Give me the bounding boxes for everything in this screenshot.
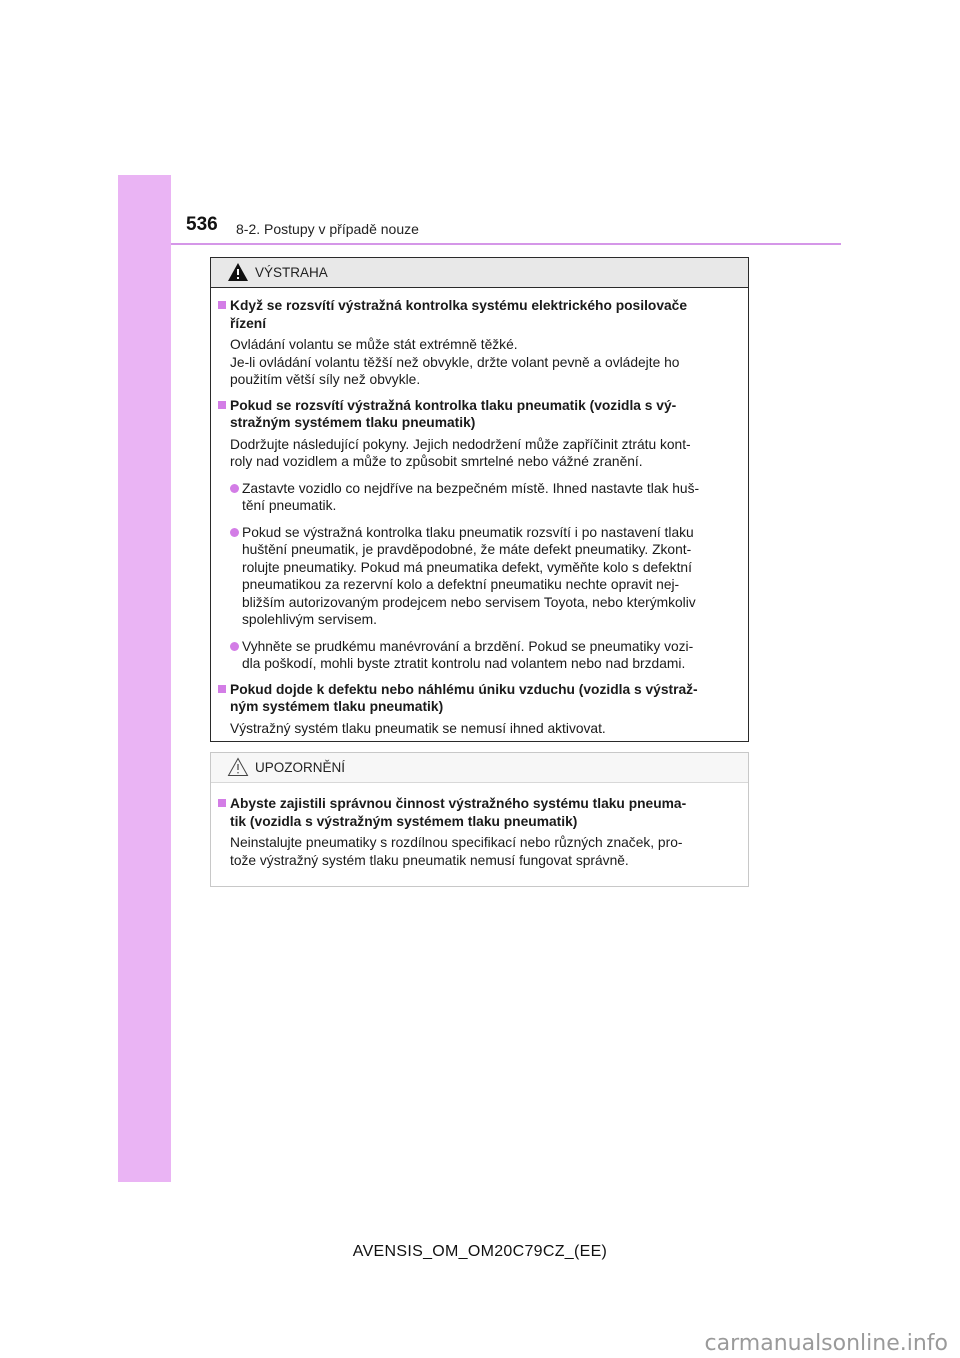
text-line: pneumatikou za rezervní kolo a defektní pneumatiku nechte opravit nej- xyxy=(242,577,680,592)
text-line: bližším autorizovaným prodejcem nebo servisem Toyota, nebo kterýmkoliv xyxy=(242,594,696,610)
text-line: Je-li ovládání volantu těžší než obvykle, držte volant pevně a ovládejte ho xyxy=(230,354,680,370)
title-line: Když se rozsvítí výstražná kontrolka systému elektrického posilovače xyxy=(230,298,688,313)
notice-box-body xyxy=(211,783,748,869)
warning-item-text xyxy=(230,436,740,471)
text-line: roly nad vozidlem a může to způsobit smrtelné nebo vážné zranění. xyxy=(230,454,643,469)
round-bullet-item xyxy=(218,524,740,629)
warning-item-title xyxy=(230,681,740,716)
text-line: tění pneumatik. xyxy=(242,498,337,513)
warning-triangle-outline-icon xyxy=(227,757,249,782)
title-line: řízení xyxy=(230,315,267,331)
square-bullet-icon xyxy=(218,301,226,309)
section-title: 8-2. Postupy v případě nouze xyxy=(236,221,419,237)
round-bullet-item xyxy=(218,638,740,673)
document-code: AVENSIS_OM_OM20C79CZ_(EE) xyxy=(352,1243,608,1260)
title-line: stražným systémem tlaku pneumatik) xyxy=(230,415,476,430)
header-rule xyxy=(171,243,841,245)
text-line: Zastavte vozidlo co nejdříve na bezpečném místě. Ihned nastavte tlak huš- xyxy=(242,480,700,496)
title-line: Pokud se rozsvítí výstražná kontrolka tlaku pneumatik (vozidla s vý- xyxy=(230,397,677,413)
square-bullet-icon xyxy=(218,685,226,693)
text-line: Výstražný systém tlaku pneumatik se nemusí ihned aktivovat. xyxy=(230,720,606,736)
round-bullet-icon xyxy=(230,484,239,493)
title-line: tik (vozidla s výstražným systémem tlaku pneumatik) xyxy=(230,813,578,829)
text-line: použitím větší síly než obvykle. xyxy=(230,372,421,387)
title-line: ným systémem tlaku pneumatik) xyxy=(230,699,444,714)
text-line: tože výstražný systém tlaku pneumatik nemusí fungovat správně. xyxy=(230,852,629,868)
warning-box-header xyxy=(211,258,748,288)
warning-item xyxy=(218,397,740,673)
round-bullet-icon xyxy=(230,528,239,537)
text-line: Pokud se výstražná kontrolka tlaku pneumatik rozsvítí i po nastavení tlaku xyxy=(242,524,694,540)
notice-item xyxy=(218,795,740,869)
round-bullet-icon xyxy=(230,642,239,651)
warning-item-text xyxy=(230,336,740,389)
warning-item-text xyxy=(230,720,740,738)
text-line: Neinstalujte pneumatiky s rozdílnou specifikací nebo různých značek, pro- xyxy=(230,835,683,850)
warning-triangle-filled-icon xyxy=(227,262,249,287)
notice-box-header xyxy=(211,753,748,783)
warning-item-title xyxy=(230,397,740,432)
round-bullet-item xyxy=(218,480,740,515)
watermark: carmanualsonline.info xyxy=(704,1331,948,1356)
text-line: Ovládání volantu se může stát extrémně těžké. xyxy=(230,337,518,352)
text-line: huštění pneumatik, je pravděpodobné, že máte defekt pneumatiky. Zkont- xyxy=(242,542,692,557)
title-line: Pokud dojde k defektu nebo náhlému úniku vzduchu (vozidla s výstraž- xyxy=(230,681,698,697)
notice-item-title xyxy=(230,795,740,830)
warning-item-title xyxy=(230,297,740,332)
warning-box xyxy=(210,257,749,742)
notice-item-text xyxy=(230,834,740,869)
text-line: Vyhněte se prudkému manévrování a brzdění. Pokud se pneumatiky vozi- xyxy=(242,638,694,654)
warning-box-label: VÝSTRAHA xyxy=(255,265,328,280)
text-line: dla poškodí, mohli byste ztratit kontrolu nad volantem nebo nad brzdami. xyxy=(242,656,686,671)
warning-item xyxy=(218,297,740,389)
page-number: 536 xyxy=(186,214,218,235)
page-side-tab xyxy=(118,175,171,1182)
title-line: Abyste zajistili správnou činnost výstražného systému tlaku pneuma- xyxy=(230,796,687,811)
text-line: spolehlivým servisem. xyxy=(242,612,377,627)
square-bullet-icon xyxy=(218,799,226,807)
warning-box-body xyxy=(211,288,748,737)
notice-box xyxy=(210,752,749,887)
square-bullet-icon xyxy=(218,401,226,409)
text-line: rolujte pneumatiky. Pokud má pneumatika defekt, vyměňte kolo s defektní xyxy=(242,559,692,575)
text-line: Dodržujte následující pokyny. Jejich nedodržení může zapříčinit ztrátu kont- xyxy=(230,436,691,452)
notice-box-label: UPOZORNĚNÍ xyxy=(255,760,346,775)
warning-item xyxy=(218,681,740,738)
